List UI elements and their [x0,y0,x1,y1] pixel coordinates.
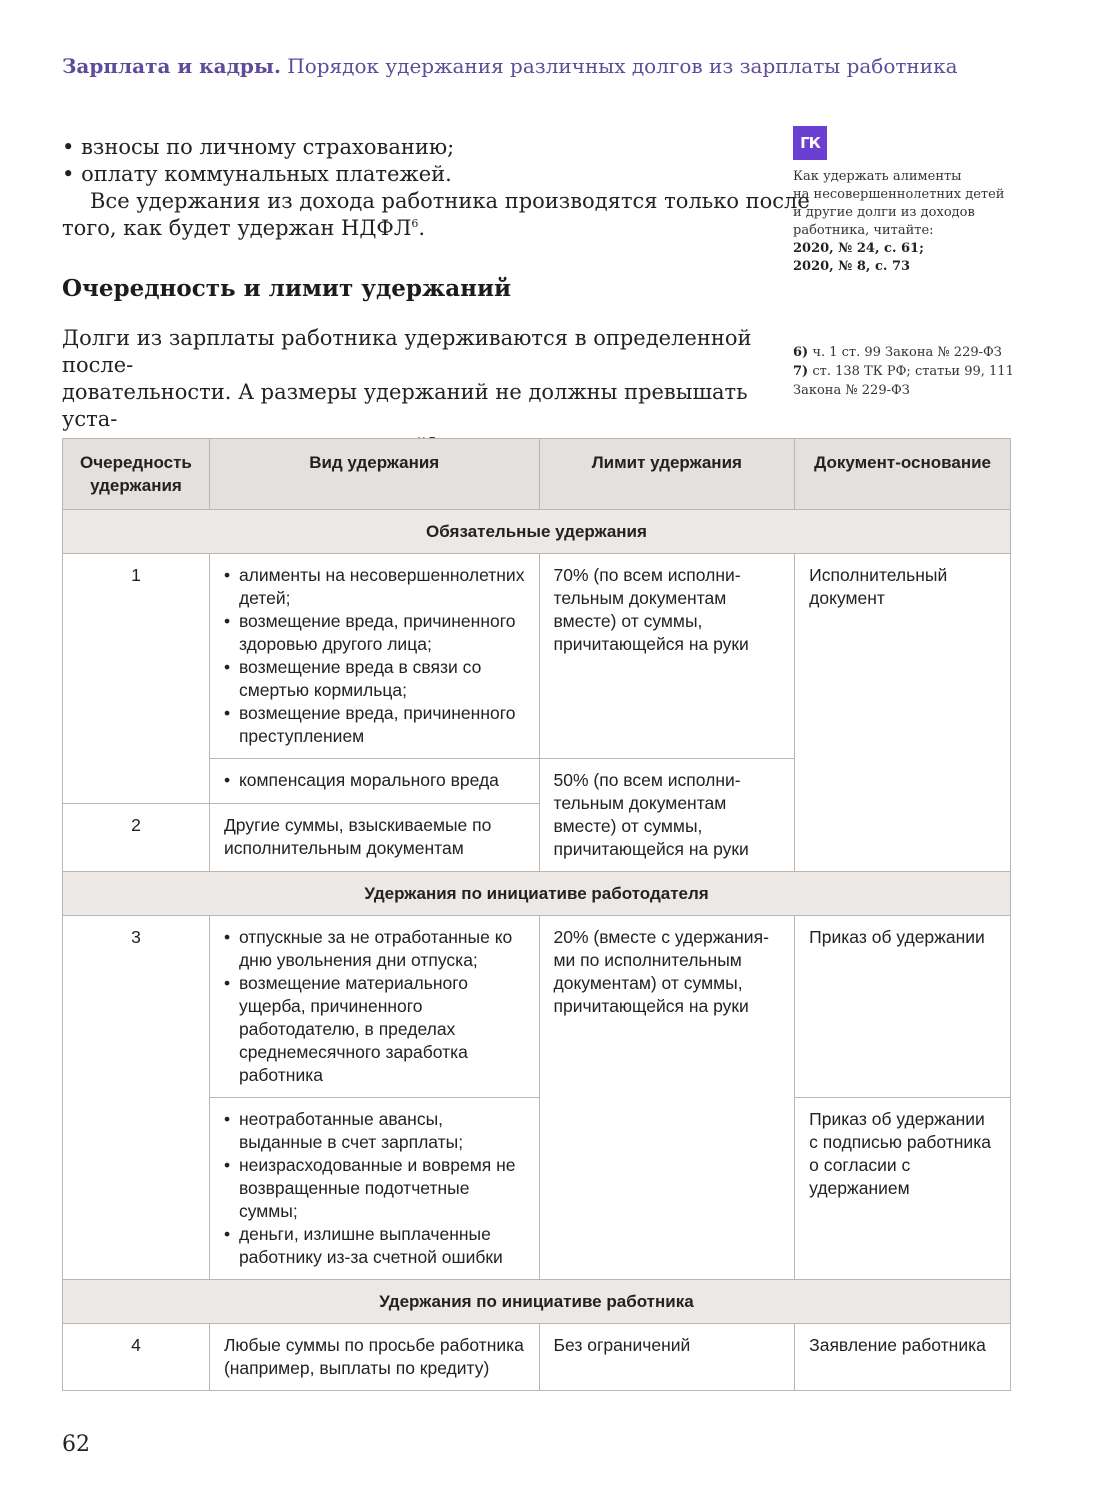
table-row [63,554,1011,759]
footnotes [793,343,1033,400]
footnote-7: 7) ст. 138 ТК РФ; статьи 99, 111 Закона № 229-ФЗ [793,364,1014,398]
document-cell: Приказ об удержании [795,916,1011,1098]
section-row: Обязательные удержания [63,510,1011,554]
sidebar-ref: 2020, № 8, с. 73 [793,259,911,274]
kind-cell [209,1098,539,1280]
list-item: • возмещение вреда, причиненного здоровью другого лица; [224,610,525,656]
list-item: • возмещение вреда, причиненного преступлением [224,702,525,748]
order-cell: 2 [63,803,210,871]
sidebar-note: Как удержать алименты на несовершеннолетних детей и другие долги из доходов работника, читайте: 2020, № 24, с. 61; 2020, № 8, с. 73 [793,169,1005,274]
header-kind: Вид удержания [209,439,539,510]
deductions-table [62,438,1011,1391]
list-item: • алименты на несовершеннолетних детей; [224,564,525,610]
header-limit: Лимит удержания [539,439,795,510]
table-row [63,1324,1011,1391]
document-cell: Заявление работника [795,1324,1011,1391]
list-item: • отпускные за не отработанные ко дню увольнения дни отпуска; [224,926,525,972]
header-document: Документ-основание [795,439,1011,510]
kind-cell [209,759,539,804]
sidebar-ref: 2020, № 24, с. 61; [793,241,924,256]
limit-cell: 20% (вместе с удержаниями по исполнительным документам) от суммы, причитающейся на руки [539,916,795,1280]
list-item: • деньги, излишне выплаченные работнику из-за счетной ошибки [224,1223,525,1269]
list-item: • неотработанные авансы, выданные в счет зарплаты; [224,1108,525,1154]
list-item: • возмещение вреда в связи со смертью кормильца; [224,656,525,702]
list-item: • неизрасходованные и вовремя не возвращенные подотчетные суммы; [224,1154,525,1223]
list-item: • компенсация морального вреда [224,769,525,792]
kind-cell: Другие суммы, взыскиваемые по исполнительным документам [209,803,539,871]
order-cell: 4 [63,1324,210,1391]
document-cell: Исполнительный документ [795,554,1011,872]
intro-bullet: • оплату коммунальных платежей. [62,162,452,186]
table-header-row [63,439,1011,510]
kind-cell [209,554,539,759]
footnote-ref: 6 [411,217,419,230]
intro-bullet: • взносы по личному страхованию; [62,135,455,159]
kind-cell: Любые суммы по просьбе работника (например, выплаты по кредиту) [209,1324,539,1391]
section-paragraph: Долги из зарплаты работника удерживаются в определенной после- довательности. А размеры удержаний не должны превышать уста- [62,325,762,460]
header-order: Очередность удержания [63,439,210,510]
order-cell: 1 [63,554,210,804]
page-number: 62 [62,1432,90,1457]
order-cell: 3 [63,916,210,1280]
magazine-logo: ГК [793,126,827,160]
section-row: Удержания по инициативе работника [63,1280,1011,1324]
intro-paragraph: Все удержания из дохода работника производятся только после того, как будет удержан НДФЛ$^6$. [62,189,810,240]
header-section: Зарплата и кадры. [62,54,281,78]
limit-cell: 50% (по всем исполнительным документам вместе) от суммы, причитающейся на руки [539,759,795,872]
section-row: Удержания по инициативе работодателя [63,872,1011,916]
limit-cell: Без ограничений [539,1324,795,1391]
running-header [62,54,958,78]
table-row [63,916,1011,1098]
document-cell: Приказ об удержании с подписью работника о согласии с удержанием [795,1098,1011,1280]
list-item: • возмещение материального ущерба, причиненного работодателю, в пределах среднемесячного заработка работника [224,972,525,1087]
limit-cell: 70% (по всем исполнительным документам вместе) от суммы, причитающейся на руки [539,554,795,759]
kind-cell [209,916,539,1098]
header-title: Порядок удержания различных долгов из зарплаты работника [287,54,958,78]
section-heading: Очередность и лимит удержаний [62,275,512,302]
footnote-6: 6) ч. 1 ст. 99 Закона № 229-ФЗ [793,345,1002,360]
